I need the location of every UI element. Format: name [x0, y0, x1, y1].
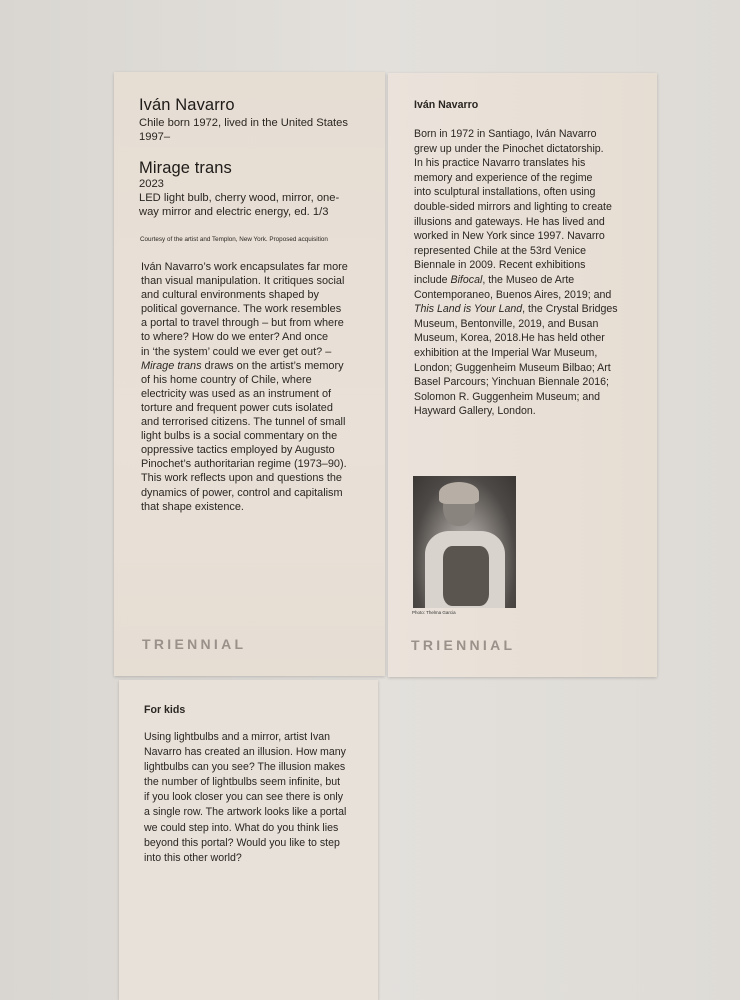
bio-heading: Iván Navarro — [414, 99, 479, 111]
text-segment: into this other world? — [144, 851, 242, 864]
text-segment: illusions and gateways. He has lived and — [414, 215, 605, 228]
text-line — [144, 805, 346, 820]
italic-title: Mirage trans — [141, 359, 202, 372]
text-line — [414, 375, 618, 390]
text-line — [414, 346, 618, 361]
text-segment: represented Chile at the 53rd Venice — [414, 244, 586, 257]
text-segment: we could step into. What do you think lies — [144, 821, 339, 834]
triennial-logo: TRIENNIAL — [142, 636, 247, 652]
text-segment: in ‘the system’ could we ever get out? – — [141, 345, 332, 358]
text-line — [141, 486, 348, 500]
text-segment: of his home country of Chile, where — [141, 373, 312, 386]
text-line — [141, 302, 348, 316]
text-segment: and terrorised citizens. The tunnel of small — [141, 416, 346, 429]
text-line — [141, 288, 348, 302]
text-segment: political governance. The work resembles — [141, 303, 342, 316]
text-line — [141, 330, 348, 344]
artwork-year: 2023 — [139, 178, 164, 190]
text-segment: oppressive tactics employed by Augusto — [141, 444, 335, 457]
text-line — [414, 200, 618, 215]
text-line — [414, 171, 618, 186]
text-segment: , the Crystal Bridges — [522, 303, 618, 316]
medium-line: way mirror and electric energy, ed. 1/3 — [139, 205, 329, 218]
text-line — [414, 127, 618, 142]
text-line — [141, 316, 348, 330]
text-line — [144, 836, 346, 851]
text-segment: , the Museo de Arte — [482, 273, 575, 286]
text-segment: Solomon R. Guggenheim Museum; and — [414, 390, 601, 403]
text-line — [144, 851, 346, 866]
text-line — [141, 345, 348, 359]
text-line — [414, 273, 618, 288]
text-segment: London; Guggenheim Museum Bilbao; Art — [414, 361, 611, 374]
text-line — [141, 401, 348, 415]
text-line — [141, 500, 348, 514]
text-line — [414, 229, 618, 244]
text-segment: beyond this portal? Would you like to step — [144, 836, 340, 849]
text-segment: draws on the artist’s memory — [201, 359, 344, 372]
artist-portrait-photo — [413, 476, 516, 608]
text-line — [414, 185, 618, 200]
text-segment: In his practice Navarro translates his — [414, 157, 586, 170]
text-line — [144, 775, 346, 790]
text-segment: into sculptural installations, often using — [414, 186, 596, 199]
text-line — [141, 260, 348, 274]
italic-title: Bifocal — [450, 273, 483, 286]
text-segment: Museum, Bentonville, 2019, and Busan — [414, 317, 599, 330]
text-line — [414, 317, 618, 332]
artist-details — [139, 117, 348, 144]
text-segment: Using lightbulbs and a mirror, artist Ivan — [144, 731, 331, 743]
artist-bio — [414, 127, 618, 419]
text-segment: dynamics of power, control and capitalism — [141, 486, 343, 499]
text-line — [414, 258, 618, 273]
text-line — [414, 156, 618, 171]
artist-name: Iván Navarro — [139, 96, 235, 114]
text-line — [144, 790, 346, 805]
text-segment: the number of lightbulbs seem infinite, but — [144, 776, 341, 789]
text-segment: memory and experience of the regime — [414, 171, 593, 184]
triennial-logo: TRIENNIAL — [411, 637, 516, 653]
artwork-description — [141, 260, 348, 514]
text-segment: lightbulbs can you see? The illusion makes — [144, 761, 346, 774]
text-segment: a portal to travel through – but from where — [141, 317, 344, 330]
text-segment: double-sided mirrors and lighting to create — [414, 200, 612, 213]
artwork-title: Mirage trans — [139, 159, 232, 177]
text-line — [414, 390, 618, 405]
text-line — [414, 244, 618, 259]
text-line — [144, 745, 346, 760]
photo-caption: Photo: Thelma Garcia — [412, 610, 456, 615]
text-segment: electricity was used as an instrument of — [141, 387, 332, 400]
italic-title: This Land is Your Land — [414, 303, 523, 316]
text-line — [141, 274, 348, 288]
text-line — [414, 215, 618, 230]
text-line — [141, 457, 348, 471]
text-segment: Iván Navarro’s work encapsulates far more — [141, 261, 348, 273]
text-segment: grew up under the Pinochet dictatorship. — [414, 142, 604, 155]
text-line — [144, 760, 346, 775]
artist-details-line: Chile born 1972, lived in the United States — [139, 117, 348, 129]
text-segment: than visual manipulation. It critiques social — [141, 275, 345, 288]
text-segment: worked in New York since 1997. Navarro — [414, 230, 605, 243]
artwork-medium — [139, 192, 339, 219]
text-line — [141, 443, 348, 457]
text-line — [144, 730, 346, 745]
text-segment: Born in 1972 in Santiago, Iván Navarro — [414, 128, 597, 140]
text-segment: to where? How do we enter? And once — [141, 331, 329, 344]
text-segment: Basel Parcours; Yinchuan Biennale 2016; — [414, 376, 609, 389]
kids-text — [144, 730, 346, 866]
text-segment: light bulbs is a social commentary on the — [141, 430, 338, 443]
text-line — [414, 404, 618, 419]
text-line — [141, 429, 348, 443]
text-line — [144, 821, 346, 836]
text-line — [414, 361, 618, 376]
text-segment: Navarro has created an illusion. How many — [144, 746, 346, 759]
text-segment: torture and frequent power cuts isolated — [141, 401, 333, 414]
text-segment: a single row. The artwork looks like a portal — [144, 806, 347, 819]
text-line — [141, 373, 348, 387]
text-line — [414, 288, 618, 303]
text-segment: Biennale in 2009. Recent exhibitions — [414, 259, 586, 272]
text-line — [141, 387, 348, 401]
text-segment: Contemporaneo, Buenos Aires, 2019; and — [414, 288, 612, 301]
text-segment: This work reflects upon and questions the — [141, 472, 342, 485]
text-line — [141, 415, 348, 429]
text-segment: include — [414, 273, 451, 286]
text-segment: exhibition at the Imperial War Museum, — [414, 346, 598, 359]
text-segment: that shape existence. — [141, 500, 244, 513]
medium-line: LED light bulb, cherry wood, mirror, one- — [139, 192, 340, 204]
artist-details-line: 1997– — [139, 130, 171, 143]
text-segment: Museum, Korea, 2018.He has held other — [414, 332, 605, 345]
text-line — [141, 359, 348, 373]
text-line — [141, 471, 348, 485]
text-line — [414, 142, 618, 157]
text-segment: Hayward Gallery, London. — [414, 405, 536, 418]
text-line — [414, 331, 618, 346]
text-line — [414, 302, 618, 317]
text-segment: Pinochet’s authoritarian regime (1973–90). — [141, 458, 347, 471]
text-segment: if you look closer you can see there is only — [144, 791, 344, 804]
kids-heading: For kids — [144, 704, 186, 716]
credit-line: Courtesy of the artist and Templon, New York. Proposed acquisition — [140, 236, 328, 243]
text-segment: and cultural environments shaped by — [141, 289, 319, 302]
